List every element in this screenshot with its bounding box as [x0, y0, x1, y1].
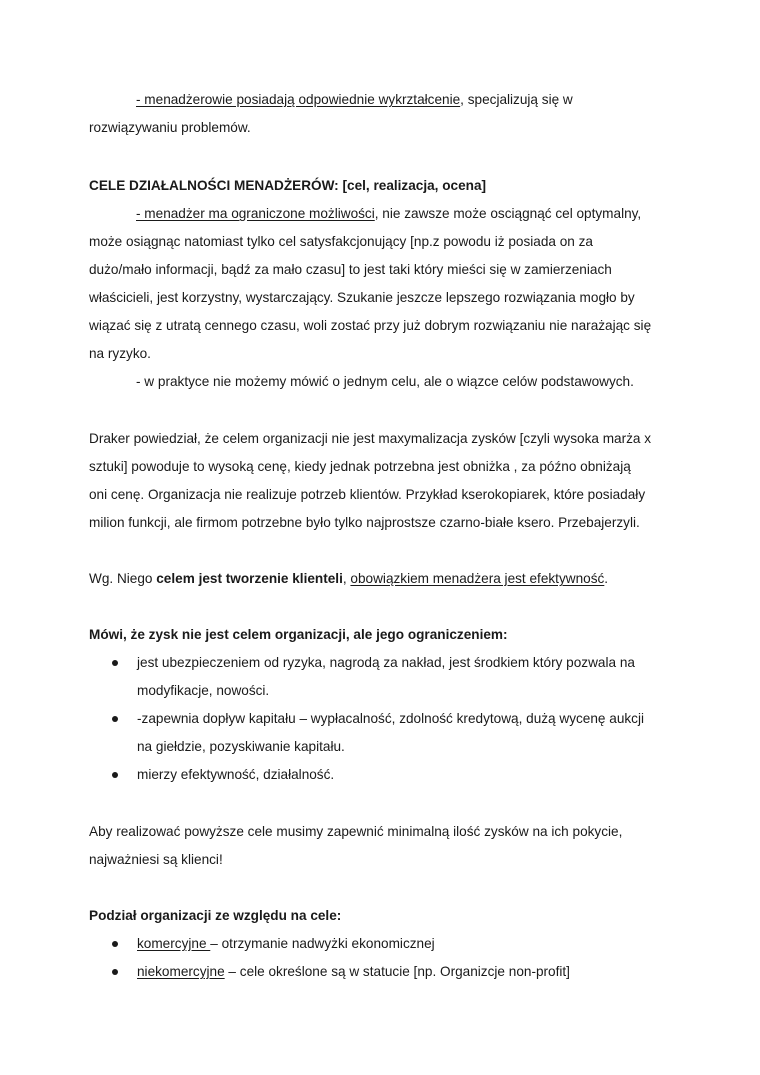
profit-bullet-2	[112, 705, 702, 761]
bullet-dot	[112, 716, 118, 722]
aby-line-1: Aby realizować powyższe cele musimy zapewnić minimalną ilość zysków na ich pokycie,	[89, 824, 623, 839]
wg-paragraph	[89, 565, 689, 593]
division-item-2-text	[137, 958, 570, 986]
profit-heading-block	[89, 621, 689, 649]
intro-underlined: - menadżerowie posiadają odpowiednie wykrztałcenie	[136, 92, 461, 107]
goals-line-1	[89, 200, 689, 228]
division-heading: Podział organizacji ze względu na cele:	[89, 908, 342, 923]
goals-line-5: wiązać się z utratą cennego czasu, woli zostać przy już dobrym rozwiązaniu nie narażając się	[89, 318, 652, 333]
goals-rest: , nie zawsze może osciągnąć cel optymalny,	[374, 206, 642, 221]
bullet-dot	[112, 772, 118, 778]
division-item-1-rest: – otrzymanie nadwyżki ekonomicznej	[210, 936, 435, 951]
profit-bullet-2-line-1: -zapewnia dopływ kapitału – wypłacalność, zdolność kredytową, dużą wycenę aukcji	[137, 711, 645, 726]
division-item-2-underlined: niekomercyjne	[137, 964, 225, 979]
division-item-1-underlined: komercyjne	[137, 936, 211, 951]
draker-line-2: sztuki] powoduje to wysoką cenę, kiedy jednak potrzebna jest obniżka , za późno obniżają	[89, 459, 631, 474]
goals-line-7: - w praktyce nie możemy mówić o jednym celu, ale o wiązce celów podstawowych.	[136, 374, 634, 389]
intro-line-2: rozwiązywaniu problemów.	[89, 120, 251, 135]
goals-line-4: właścicieli, jest korzystny, wystarczający. Szukanie jeszcze lepszego rozwiązania mogło by	[89, 290, 635, 305]
goals-line-3: dużo/mało informacji, bądź za mało czasu] to jest taki który mieści się w zamierzeniach	[89, 262, 612, 277]
wg-underlined: obowiązkiem menadżera jest efektywność	[350, 571, 605, 586]
draker-line-3: oni cenę. Organizacja nie realizuje potrzeb klientów. Przykład kserokopiarek, które posiadały	[89, 487, 646, 502]
wg-end: .	[604, 571, 609, 586]
goals-underlined: - menadżer ma ograniczone możliwości	[136, 206, 375, 221]
goals-heading: CELE DZIAŁALNOŚCI MENADŻERÓW: [cel, realizacja, ocena]	[89, 178, 487, 193]
profit-bullet-1-line-2: modyfikacje, nowości.	[137, 683, 270, 698]
wg-sep: ,	[342, 571, 351, 586]
bullet-dot	[112, 660, 118, 666]
profit-bullet-2-line-2: na giełdzie, pozyskiwanie kapitału.	[137, 739, 345, 754]
profit-bullet-3-line-1: mierzy efektywność, działalność.	[137, 767, 335, 782]
wg-bold: celem jest tworzenie klienteli	[156, 571, 343, 586]
wg-prefix: Wg. Niego	[89, 571, 157, 586]
profit-bullet-1	[112, 649, 702, 705]
bullet-dot	[112, 969, 118, 975]
aby-line-2: najważniesi są klienci!	[89, 852, 223, 867]
wg-line	[89, 565, 689, 593]
profit-heading: Mówi, że zysk nie jest celem organizacji, ale jego ograniczeniem:	[89, 627, 508, 642]
division-item-1-text	[137, 930, 435, 958]
division-heading-block	[89, 902, 689, 930]
division-item-2-rest: – cele określone są w statucie [np. Organizcje non-profit]	[224, 964, 570, 979]
draker-line-1: Draker powiedział, że celem organizacji nie jest maxymalizacja zysków [czyli wysoka marża x	[89, 431, 652, 446]
profit-bullet-1-line-1: jest ubezpieczeniem od ryzyka, nagrodą za nakład, jest środkiem który pozwala na	[137, 655, 635, 670]
intro-line-1	[89, 86, 689, 114]
goals-line-6: na ryzyko.	[89, 346, 151, 361]
profit-bullet-3	[112, 761, 702, 789]
draker-paragraph	[89, 425, 689, 537]
division-item-1	[112, 930, 702, 958]
intro-paragraph	[89, 86, 689, 142]
aby-paragraph	[89, 818, 689, 874]
intro-rest: , specjalizują się w	[460, 92, 573, 107]
goals-line-2: może osiągnąc natomiast tylko cel satysfakcjonujący [np.z powodu iż posiada on za	[89, 234, 593, 249]
draker-line-4: milion funkcji, ale firmom potrzebne było tylko najprostsze czarno-białe ksero. Przebajerzyli.	[89, 515, 640, 530]
division-item-2	[112, 958, 702, 986]
goals-section	[89, 172, 689, 396]
bullet-dot	[112, 941, 118, 947]
